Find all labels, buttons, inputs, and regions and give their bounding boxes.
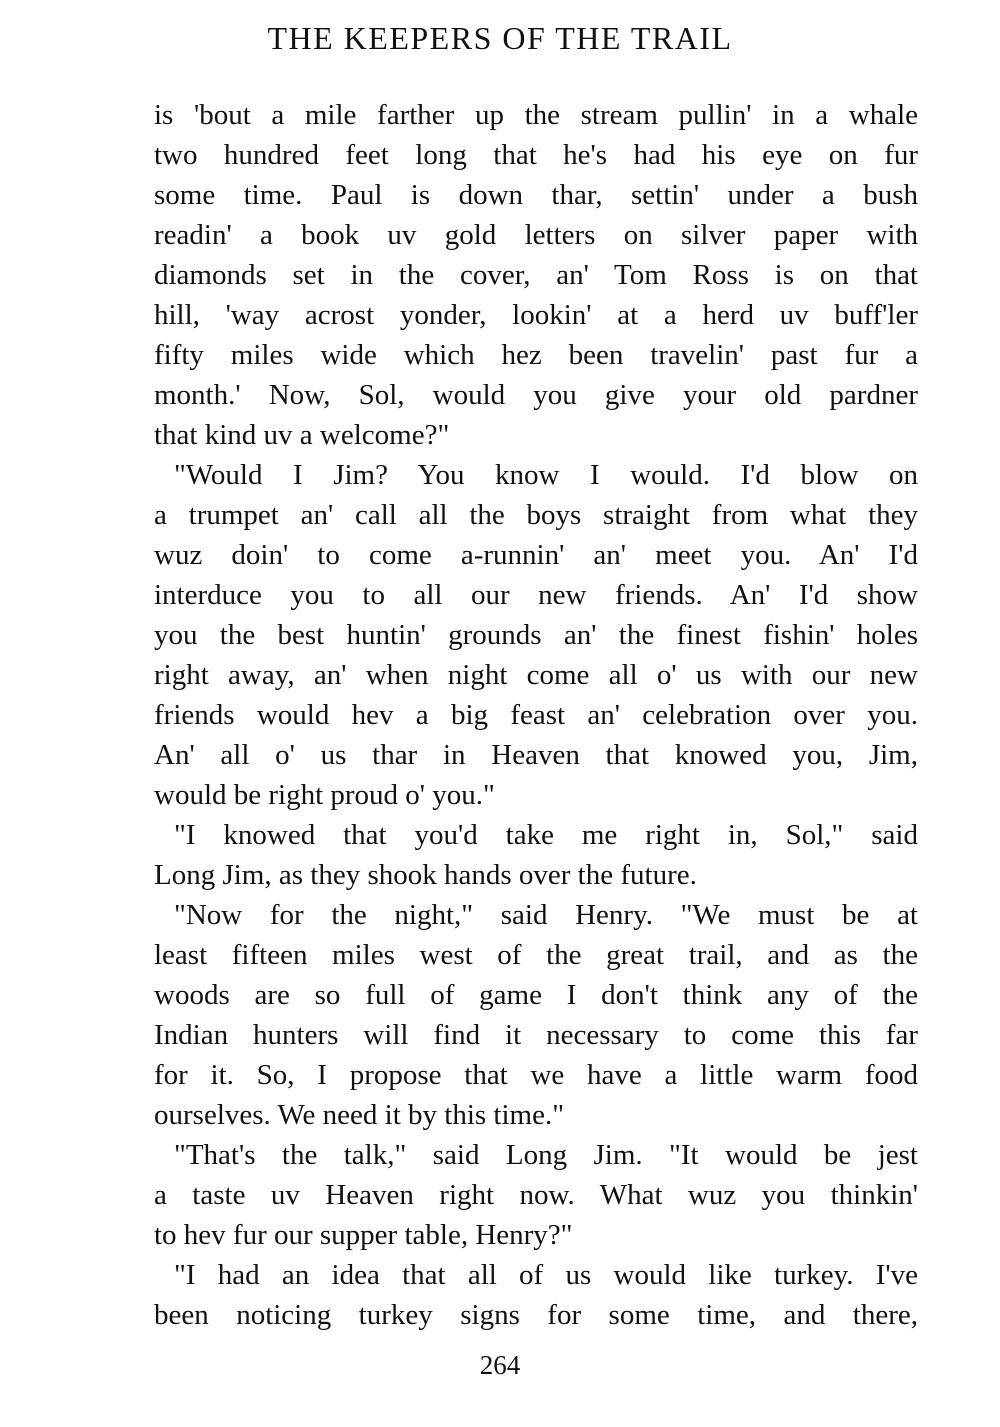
- text-line: "I knowed that you'd take me right in, Sol," said: [174, 819, 918, 851]
- text-line: right away, an' when night come all o' us with our new: [154, 659, 918, 691]
- text-line: readin' a book uv gold letters on silver paper with: [154, 219, 918, 251]
- text-line: month.' Now, Sol, would you give your old pardner: [154, 379, 918, 411]
- text-line: friends would hev a big feast an' celebration over you.: [154, 699, 918, 731]
- text-line: two hundred feet long that he's had his eye on fur: [154, 139, 918, 171]
- text-line: would be right proud o' you.": [154, 779, 495, 811]
- text-line: a taste uv Heaven right now. What wuz you thinkin': [154, 1179, 918, 1211]
- text-line: a trumpet an' call all the boys straight from what they: [154, 499, 918, 531]
- text-line: interduce you to all our new friends. An' I'd show: [154, 579, 918, 611]
- text-line: An' all o' us thar in Heaven that knowed you, Jim,: [154, 739, 918, 771]
- page-number: 264: [479, 1350, 521, 1380]
- text-line: you the best huntin' grounds an' the finest fishin' holes: [154, 619, 918, 651]
- text-line: Indian hunters will find it necessary to come this far: [154, 1019, 918, 1051]
- text-line: for it. So, I propose that we have a little warm food: [154, 1059, 918, 1091]
- text-line: ourselves. We need it by this time.": [154, 1099, 565, 1131]
- text-line: "I had an idea that all of us would like turkey. I've: [174, 1259, 918, 1291]
- text-line: diamonds set in the cover, an' Tom Ross is on that: [154, 259, 918, 291]
- text-line: some time. Paul is down thar, settin' under a bush: [154, 179, 918, 211]
- text-line: to hev fur our supper table, Henry?": [154, 1219, 573, 1251]
- text-line: that kind uv a welcome?": [154, 419, 450, 451]
- text-line: Long Jim, as they shook hands over the future.: [154, 859, 697, 891]
- text-line: wuz doin' to come a-runnin' an' meet you. An' I'd: [154, 539, 918, 571]
- text-line: "Would I Jim? You know I would. I'd blow on: [174, 459, 918, 491]
- text-line: been noticing turkey signs for some time, and there,: [154, 1299, 918, 1331]
- text-line: least fifteen miles west of the great trail, and as the: [154, 939, 918, 971]
- text-line: "That's the talk," said Long Jim. "It would be jest: [174, 1139, 918, 1171]
- text-line: "Now for the night," said Henry. "We must be at: [174, 899, 918, 931]
- text-line: fifty miles wide which hez been travelin' past fur a: [154, 339, 918, 371]
- body-text: [154, 95, 918, 1335]
- running-head: THE KEEPERS OF THE TRAIL: [267, 20, 733, 56]
- text-line: woods are so full of game I don't think any of the: [154, 979, 918, 1011]
- text-line: hill, 'way acrost yonder, lookin' at a herd uv buff'ler: [154, 299, 918, 331]
- text-line: is 'bout a mile farther up the stream pullin' in a whale: [154, 99, 918, 131]
